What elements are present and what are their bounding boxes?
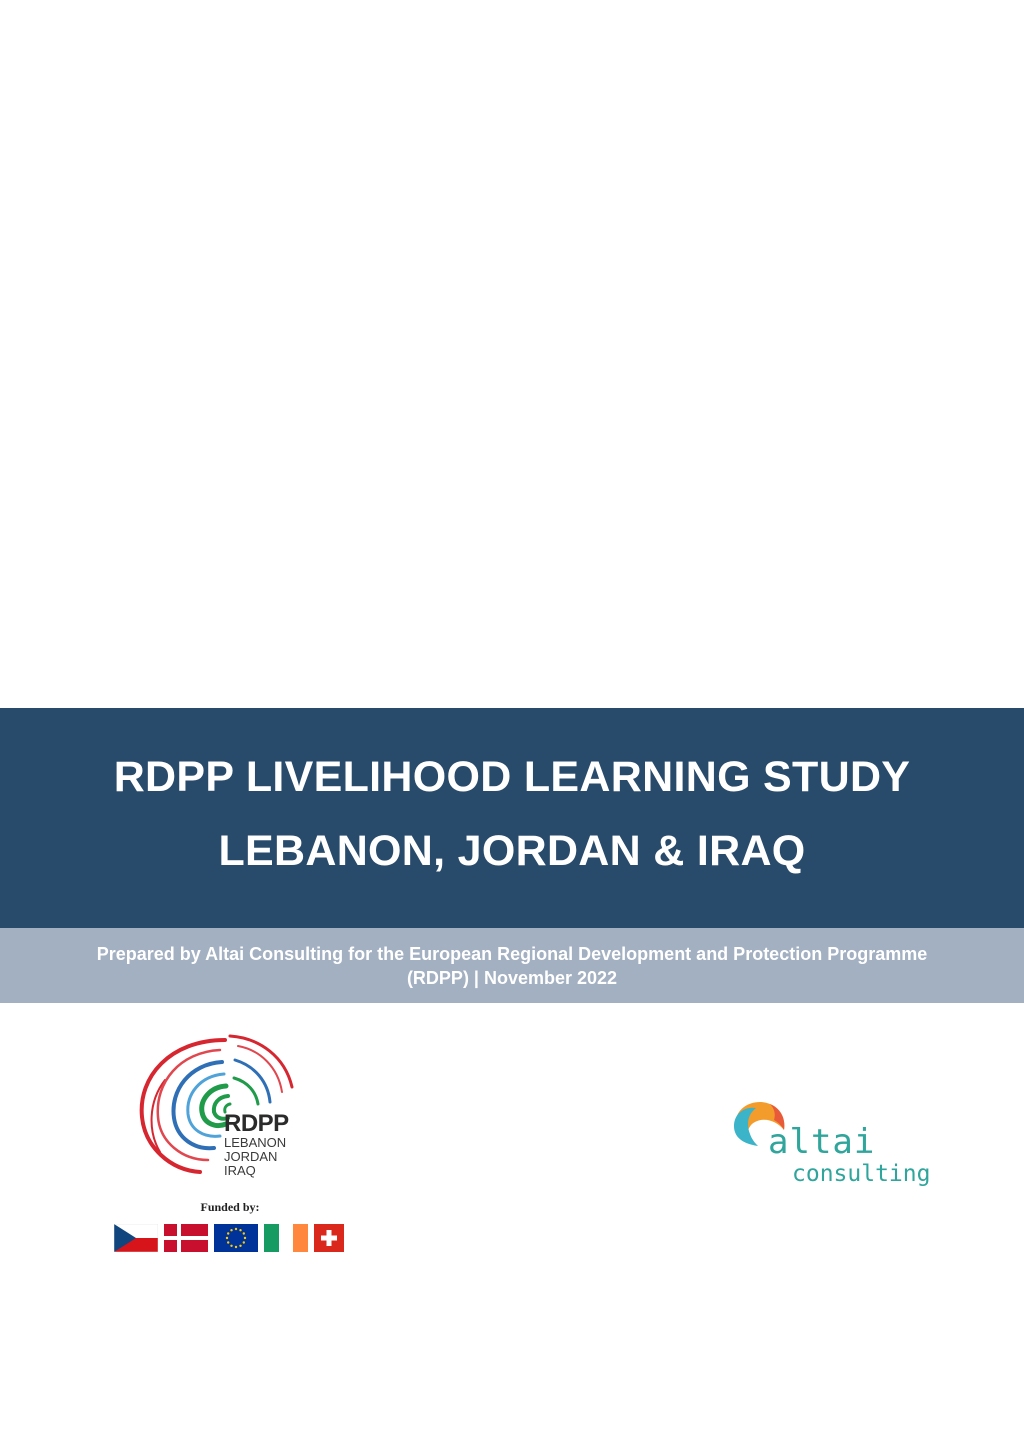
denmark-flag [164, 1224, 208, 1252]
altai-tagline: consulting [792, 1161, 931, 1187]
altai-wordmark: altai [768, 1122, 876, 1162]
report-subtitle-countries: LEBANON, JORDAN & IRAQ [218, 827, 806, 875]
subtitle-band [0, 928, 1024, 1003]
rdpp-country-lebanon: LEBANON [224, 1135, 287, 1150]
rdpp-acronym: RDPP [224, 1110, 289, 1137]
prepared-by-text [60, 942, 964, 990]
ireland-flag [264, 1224, 308, 1252]
rdpp-logo-text [224, 1112, 289, 1178]
czech-republic-flag [114, 1224, 158, 1252]
rdpp-country-jordan: JORDAN [224, 1149, 278, 1164]
european-union-flag [214, 1224, 258, 1252]
title-band [0, 708, 1024, 928]
donor-flags [114, 1224, 344, 1252]
report-title: RDPP LIVELIHOOD LEARNING STUDY [113, 753, 911, 801]
prepared-by-line2: (RDPP) | November 2022 [406, 968, 618, 988]
switzerland-flag [314, 1224, 344, 1252]
funded-by-label: Funded by: [200, 1200, 260, 1214]
prepared-by-line1: Prepared by Altai Consulting for the European Regional Development and Protection Programme [96, 944, 928, 964]
rdpp-country-iraq: IRAQ [224, 1163, 256, 1178]
